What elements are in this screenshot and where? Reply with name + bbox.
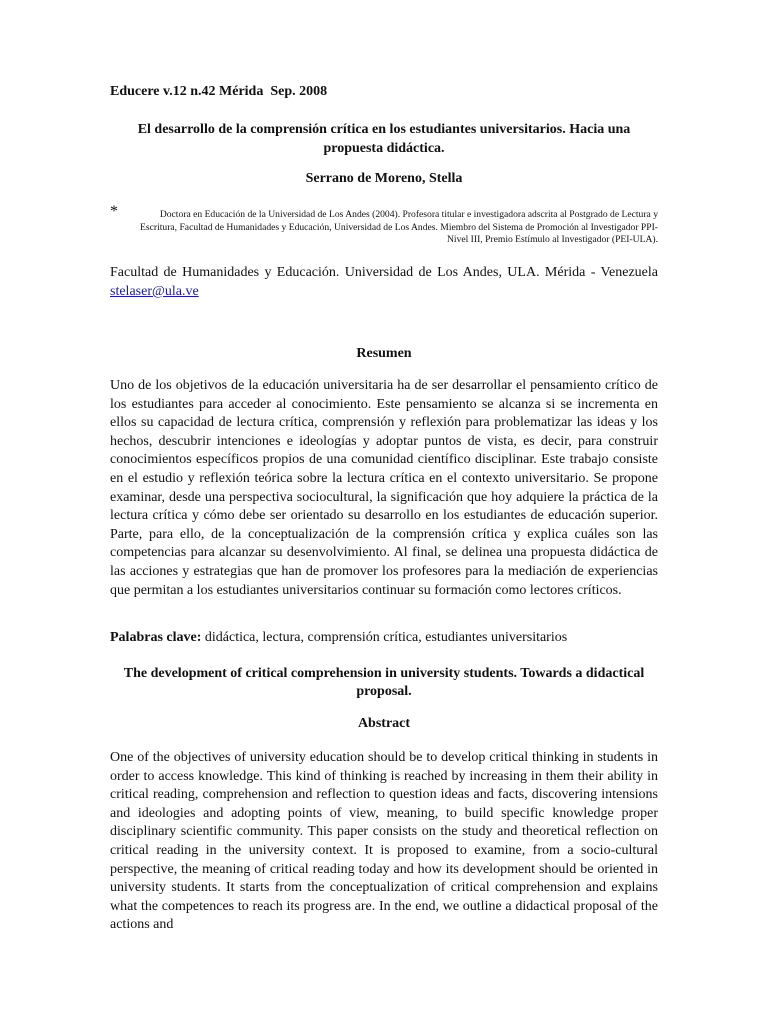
author-footnote: Doctora en Educación de la Universidad de Los Andes (2004). Profesora titular e investigadora adscrita al Postgrado de Lectura y Escritura, Facultad de Humanidades y Educación, Universidad de Los Andes. Miembro del Sistema de Promoción al Investigador PPI- Nivel III, Premio Estímulo al Investigador (PEI-ULA). (140, 209, 658, 245)
footnote-marker: * (110, 203, 118, 220)
abstract-paragraph: One of the objectives of university education should be to develop critical thinking in students in order to access knowledge. This kind of thinking is reached by increasing in them their ability in critical reading, comprehension and reflection to question ideas and facts, discovering intensions and ideologies and adopting points of view, meaning, to build specific knowledge proper disciplinary scientific community. This paper consists on the study and theoretical reflection on critical reading in the university context. It is proposed to examine, from a socio-cultural perspective, the meaning of critical reading today and how its development should be oriented in university students. It starts from the conceptualization of critical comprehension and explains what the competences to reach its progress are. In the end, we outline a didactical proposal of the actions and (110, 750, 658, 933)
author-name: Serrano de Moreno, Stella (305, 171, 463, 186)
keywords-line (110, 630, 658, 646)
affiliation-text: Facultad de Humanidades y Educación. Universidad de Los Andes, ULA. Mérida - Venezuela (110, 265, 658, 280)
journal-citation: Educere v.12 n.42 Mérida Sep. 2008 (110, 84, 328, 99)
english-title: The development of critical comprehension in university students. Towards a didactical proposal. (123, 666, 645, 699)
resumen-paragraph: Uno de los objetivos de la educación universitaria ha de ser desarrollar el pensamiento crítico de los estudiantes para acceder al conocimiento. Este pensamiento se alcanza si se incrementa en ellos su capacidad de lectura crítica, comprensión y reflexión para problematizar las ideas y los hechos, descubrir intenciones e ideologías y adoptar puntos de vista, es decir, para construir conocimientos específicos propios de una comunidad científico disciplinar. Este trabajo consiste en el estudio y reflexión teórica sobre la lectura crítica en el contexto universitario. Se propone examinar, desde una perspectiva sociocultural, la significación que hoy adquiere la práctica de la lectura crítica y cómo debe ser orientado su desarrollo en los estudiantes de educación superior. Parte, para ello, de la conceptualización de la comprensión crítica y explica cuáles son las competencias para alcanzar su desenvolvimiento. Al final, se delinea una propuesta didáctica de las acciones y estrategias que han de promover los profesores para la mediación de experiencias que permitan a los estudiantes universitarios continuar su formación como lectores críticos. (110, 378, 658, 598)
keywords-label: Palabras clave: (110, 630, 202, 645)
resumen-heading: Resumen (356, 346, 412, 361)
keywords-list: didáctica, lectura, comprensión crítica, estudiantes universitarios (201, 630, 568, 645)
author-email-link[interactable]: stelaser@ula.ve (110, 284, 199, 299)
author-affiliation (110, 263, 658, 301)
article-title: El desarrollo de la comprensión crítica en los estudiantes universitarios. Hacia una propuesta didáctica. (137, 122, 631, 156)
abstract-heading: Abstract (357, 716, 411, 731)
